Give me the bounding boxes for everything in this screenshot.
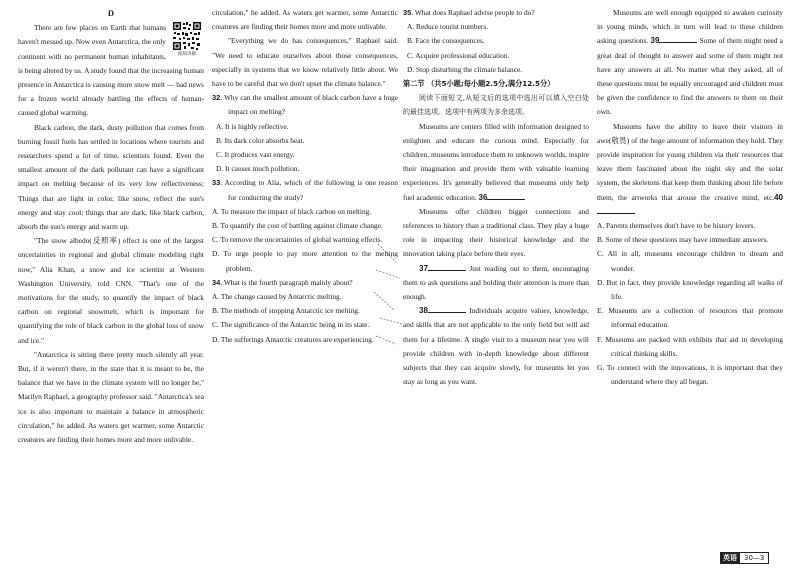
passage-d-paragraph-4: "Antarctica is sitting there pretty much silently all year. But, if it weren't there, in the state that it is meant to be, the balance that we have in the climate system will no longer be," Marilyn Raphael, a geography professor said. "Antarctica's sea ice is also important to maintain a balance in atmospheric circulation," he added. As waters get warmer, some Antarctic creatures are finding their homes more and more unlivable. [18,349,204,445]
cloze-option-b[interactable]: B. Some of these questions may have immediate answers. [597,235,769,245]
cloze-paragraph-3: 37 Just reading out to them, encouraging them to ask questions and holding their attention is more than enough. [403,263,589,302]
passage-d-paragraph-5: "Everything we do has consequences," Raphael said. "We need to educate ourselves about those consequences, especially in systems that we know relatively little about. We have to be careful that we don't upset the climate balance." [212,36,398,89]
column-4 [597,6,783,389]
blank-37-number: 37 [419,263,428,273]
option-d[interactable]: D. The sufferings Antarctic creatures are experiencing. [212,334,374,344]
section-d-letter: D [107,8,115,18]
question-stem: 34. What is the fourth paragraph mainly about? [212,277,353,287]
qr-code[interactable] [170,21,204,58]
blank-38[interactable] [428,304,466,313]
question-stem: 33. According to Alia, which of the following is one reason for conducting the study? [212,178,398,202]
option-b[interactable]: B. Its dark color absorbs heat. [216,135,305,145]
option-a[interactable]: A. The change caused by Antarctic melting. [212,292,342,302]
passage-d-paragraph-2: Black carbon, the dark, dusty pollution that comes from burning fossil fuels has settled in locations where tourists and researchers spend a lot of time, scientists found. Even the smallest amount of the dark pollutant can have a significant impact on melting because of its very low reflectiveness; Things that are light in color, like snow, reflect the sun's energy and stay cool; things that are dark, like black carbon, absorb the sun's energy and warm up. [18,122,204,232]
subject-label: 英语 [720,552,740,564]
blank-38-number: 38 [419,306,428,316]
question-stem: 32. Why can the smallest amount of black carbon have a huge impact on melting? [212,93,398,117]
question-number: 33 [212,178,221,188]
question-32 [212,91,398,176]
blank-36-number: 36 [478,192,488,202]
qr-code-icon [172,21,202,51]
option-b[interactable]: B. The methods of stopping Antarctic ice melting. [212,306,360,316]
option-a[interactable]: A. It is highly reflective. [216,121,289,131]
cloze-option-d[interactable]: D. But in fact, they provide knowledge regarding all walks of life. [597,277,783,302]
passage-d-paragraph-3: "The snow albedo(反照率) effect is one of the largest uncertainties in regional and global climate modeling right now," Alia Khan, a snow and ice scientist at Western Washington University, told CNN. "That's one of the motivations for the study, to quantify the impact of black carbon on regional snowmelt, which is important for quantifying the role of black carbon in the global loss of snow and ice." [18,236,204,345]
column-1 [18,6,204,475]
question-number: 34 [212,277,221,287]
cloze-option-g[interactable]: G. To connect with the innovations, it is important that they understand where they all began. [597,363,783,387]
blank-40[interactable] [597,205,635,214]
option-c[interactable]: C. Acquire professional education. [407,50,510,60]
passage-d-paragraph-4-continued: circulation," he added. As waters get warmer, some Antarctic creatures are finding their homes more and more unlivable. [212,8,398,32]
cloze-option-c[interactable]: C. All in all, museums encourage children to dream and wonder. [597,249,783,273]
blank-39-number: 39 [650,36,660,46]
option-b[interactable]: B. To quantify the cost of battling against climate change. [212,221,383,231]
question-33 [212,176,398,275]
cloze-paragraph-4: 38 Individuals acquire values, knowledge, and skills that are not applicable to the only field but will aid them for a lifetime. A single visit to a museum near you will provide children with in-depth knowledge about different subjects that they can acquire slowly, for museums let you stay as long as you want. [403,306,589,387]
option-d[interactable]: D. Stop disturbing the climate balance. [407,64,523,74]
blank-37[interactable] [428,262,466,271]
question-stem: 35. What does Raphael advise people to do? [403,8,535,17]
cloze-paragraph-2: Museums offer children bigger connections and references to history than a traditional class. They play a huge role in impacting their historical knowledge and the innovation taking place before their eyes. [403,206,589,259]
option-a[interactable]: A. Reduce tourist numbers. [407,22,489,32]
question-35 [403,6,589,77]
blank-36[interactable] [487,191,525,200]
option-b[interactable]: B. Face the consequences. [407,36,485,46]
question-number: 35 [403,8,412,17]
page-number: 30—3 [740,552,769,564]
blank-40-number: 40 [774,192,783,202]
section-2-title: 第二节 （共5小题;每小题2.5分,满分12.5分） [403,79,555,89]
option-d[interactable]: D. It causes much pollution. [216,164,300,174]
qr-caption: 视频讲解 [177,52,197,58]
section-2-instructions: 阅读下面短文,从短文后的选项中选出可以填入空白处的最佳选项。选项中有两项为多余选项。 [403,94,589,117]
blank-39[interactable] [659,34,697,43]
cloze-option-f[interactable]: F. Museums are packed with exhibits that aid in developing critical thinking skills. [597,334,783,358]
column-3 [403,6,589,389]
option-c[interactable]: C. The significance of the Antarctic being in its state. [212,320,370,330]
column-2 [212,6,398,347]
question-number: 32 [212,93,221,103]
cloze-option-e[interactable]: E. Museums are a collection of resources that promote informal education. [597,306,783,330]
cloze-paragraph-6: Museums have the ability to leave their visitors in awe(敬畏) of the huge amount of information they hold. They provide inspiration for young children via their resources that leave them fascinated about the night sky and the solar system, the skeletons that keep them thinking about life before them, the artworks that arouse the creative mind, etc.40 [597,120,783,219]
option-c[interactable]: C. It produces vast energy. [216,150,295,160]
option-d[interactable]: D. To urge people to pay more attention to the melting problem. [212,249,398,273]
option-c[interactable]: C. To remove the uncertainties of global warming effects. [212,235,383,245]
page-footer [720,551,769,565]
cloze-paragraph-5: Museums are well enough equipped to awaken curiosity in young minds, which in turn will lead to these children asking questions. 39 Some of them might need a great deal of thought to answer and some of them might not have any answers at all. No matter what they asked, all of these questions must be equally encouraged and children must be given the confidence to find the answers to them on their own. [597,8,783,117]
option-a[interactable]: A. To measure the impact of black carbon on melting. [212,206,372,216]
cloze-paragraph-1: Museums are centers filled with information designed to enlighten and educate the curious mind. Especially for children, museums introduce them to unknown worlds, inspire their imagination and provide them with valuable learning experiences. It's generally believed that museums only help fuel academic education. 36 [403,121,589,202]
passage-d-paragraph-1: There are few places on Earth that humans haven't messed up. Now even Antarctica, the only continent with no permanent human inhabitants, is being altered by us. A study found that the increasing human presence in Antarctica is causing more snow melt — bad news for a frozen world already battling the effects of human-caused global warming. [18,23,204,118]
question-34 [212,276,398,347]
cloze-option-a[interactable]: A. Parents themselves don't have to be history lovers. [597,221,756,231]
